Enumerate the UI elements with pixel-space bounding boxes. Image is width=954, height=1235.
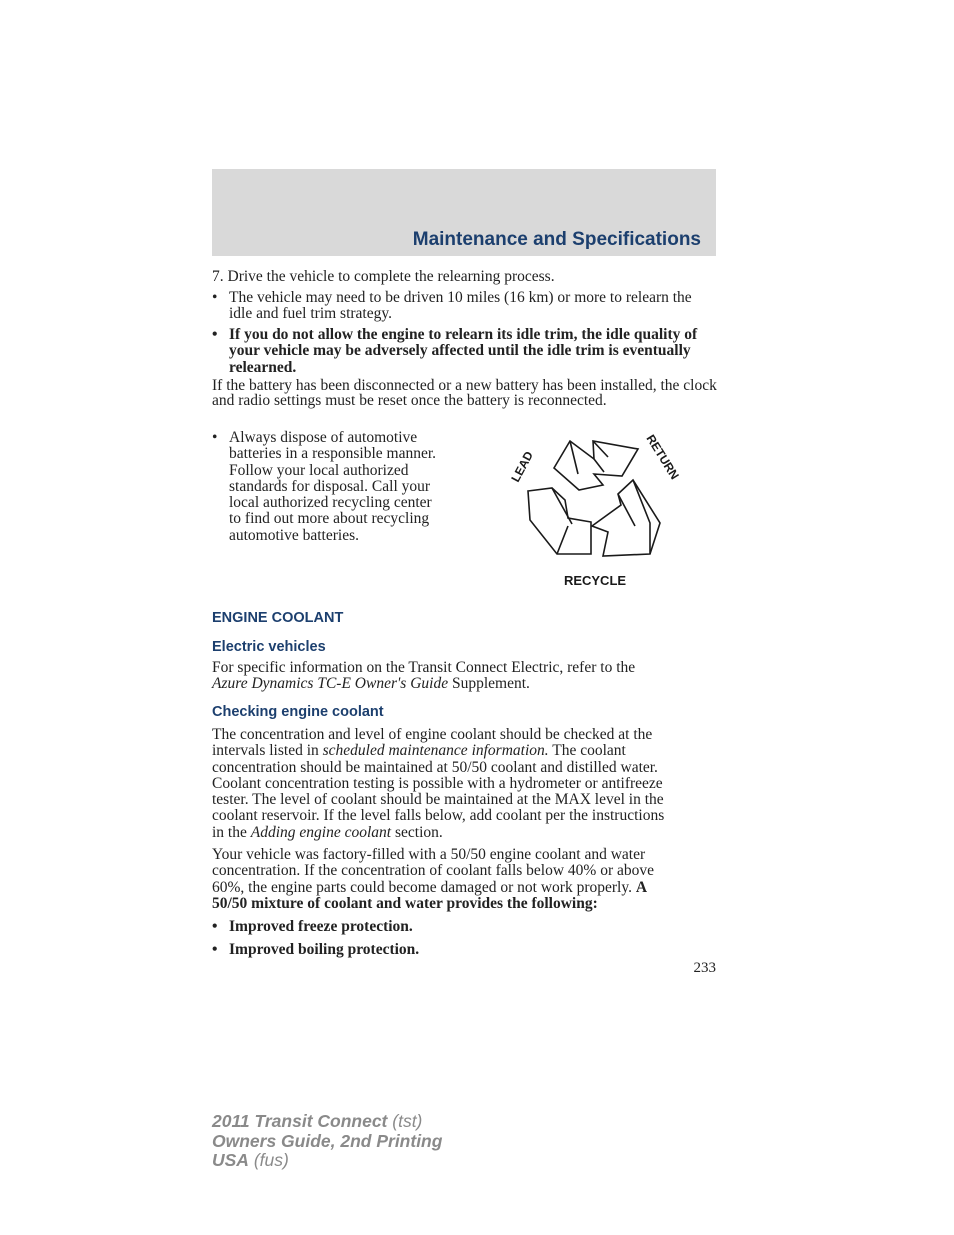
text-line-bold: 50/50 mixture of coolant and water provides the following:	[212, 894, 598, 912]
list-item	[212, 942, 717, 958]
step-7: 7. Drive the vehicle to complete the relearning process.	[212, 268, 555, 285]
text-line: to find out more about recycling	[229, 510, 430, 528]
factory-fill-paragraph	[212, 847, 717, 912]
bullet-dot: •	[212, 289, 218, 306]
footer-guide: Owners Guide, 2nd Printing	[212, 1130, 443, 1151]
bullet-dot: •	[212, 918, 218, 935]
list-item	[212, 290, 717, 323]
bullet-dot: •	[212, 326, 218, 343]
lead-return-recycle-icon	[500, 428, 700, 593]
benefit-text: Improved freeze protection.	[229, 918, 413, 935]
text-line: local authorized recycling center	[229, 494, 432, 512]
text-line: standards for disposal. Call your	[229, 477, 431, 495]
text-line: Coolant concentration testing is possible with a hydrometer or antifreeze	[212, 774, 663, 792]
section-heading-engine-coolant: ENGINE COOLANT	[212, 610, 344, 626]
footer-code: (tst)	[387, 1111, 423, 1131]
list-item	[212, 327, 717, 376]
checking-coolant-paragraph	[212, 727, 717, 841]
recycle-arrow-top	[554, 441, 638, 490]
bullet-text	[229, 430, 482, 544]
text-line: Always dispose of automotive	[229, 429, 418, 446]
recycle-arrow-left	[528, 488, 591, 554]
adding-coolant-reference: Adding engine coolant	[250, 823, 392, 841]
text-run-bold: A	[635, 878, 648, 896]
electric-vehicles-paragraph	[212, 660, 717, 693]
page-number: 233	[693, 960, 716, 976]
bullet-text-warning: If you do not allow the engine to relearn its idle trim, the idle quality of your vehicle may be adversely affected until the idle trim is eventually relearned.	[229, 326, 698, 376]
text-line: concentration should be maintained at 50/50 coolant and distilled water.	[212, 758, 658, 776]
recycle-label-lead: LEAD	[508, 448, 536, 485]
text-line: automotive batteries.	[229, 526, 359, 544]
text-run: in the	[212, 823, 251, 841]
bullet-dot: •	[212, 941, 218, 958]
text-line: The concentration and level of engine coolant should be checked at the	[212, 726, 653, 743]
text-run: For specific information on the Transit Connect Electric, refer to the	[212, 659, 636, 676]
subheading-checking-coolant: Checking engine coolant	[212, 704, 384, 720]
recycle-label-return: RETURN	[643, 432, 682, 482]
text-line: Follow your local authorized	[229, 461, 409, 479]
recycle-label-recycle: RECYCLE	[563, 573, 627, 588]
bullet-dot: •	[212, 429, 218, 446]
text-run: section.	[391, 823, 443, 841]
section-title: Maintenance and Specifications	[412, 229, 701, 250]
benefit-text: Improved boiling protection.	[229, 941, 420, 958]
text-run: 60%, the engine parts could become damaged or not work properly.	[212, 878, 636, 896]
footer-market: USA	[212, 1150, 249, 1170]
guide-reference: Azure Dynamics TC-E Owner's Guide	[212, 675, 449, 693]
list-item	[212, 919, 717, 935]
section-header-band	[212, 169, 716, 256]
text-run: intervals listed in	[212, 742, 323, 760]
bullet-text: The vehicle may need to be driven 10 miles (16 km) or more to relearn the idle and fuel trim strategy.	[229, 289, 692, 323]
maintenance-reference: scheduled maintenance information.	[322, 742, 549, 760]
text-line: coolant reservoir. If the level falls below, add coolant per the instructions	[212, 807, 665, 825]
text-line: concentration. If the concentration of coolant falls below 40% or above	[212, 862, 655, 880]
list-item	[212, 430, 482, 544]
subheading-electric-vehicles: Electric vehicles	[212, 639, 326, 655]
text-line: Your vehicle was factory-filled with a 50/50 engine coolant and water	[212, 846, 646, 863]
text-line: batteries in a responsible manner.	[229, 445, 437, 463]
footer-model: 2011 Transit Connect	[212, 1111, 388, 1131]
text-line: tester. The level of coolant should be maintained at the MAX level in the	[212, 791, 664, 809]
footer-edition-info	[212, 1112, 442, 1171]
text-run: Supplement.	[448, 675, 530, 693]
text-run: The coolant	[548, 742, 626, 760]
footer-code: (fus)	[248, 1150, 289, 1170]
battery-paragraph: If the battery has been disconnected or a new battery has been installed, the clock and radio settings must be reset once the battery is reconnected.	[212, 377, 717, 410]
